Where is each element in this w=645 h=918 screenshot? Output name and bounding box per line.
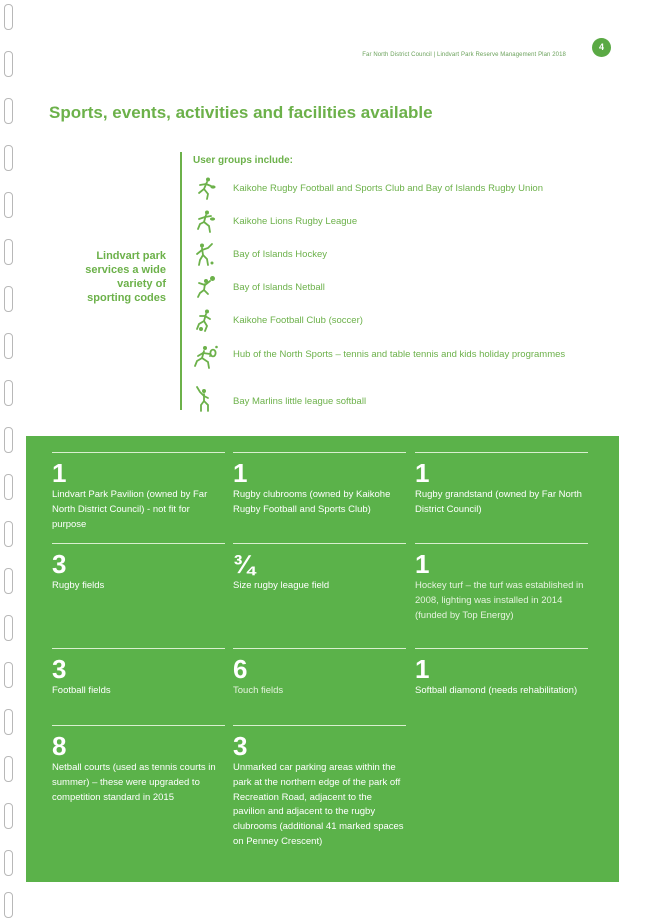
facility-description: Unmarked car parking areas within the park at the northern edge of the park off Recreation Road, adjacent to the pavilion and adjacent to the rugby clubrooms (additional 41 marked spaces on Penney Crescent)	[233, 762, 404, 847]
facility-count: 6	[233, 654, 248, 684]
side-callout-line: sporting codes	[87, 292, 166, 304]
user-group-label: Bay Marlins little league softball	[233, 396, 367, 407]
binding-ring	[4, 333, 13, 359]
netball-icon	[193, 275, 217, 299]
binding-ring	[4, 4, 13, 30]
facility-count: 1	[415, 549, 430, 579]
user-groups-heading: User groups include:	[193, 155, 294, 166]
user-group-label: Kaikohe Lions Rugby League	[233, 216, 358, 227]
facility-count: 1	[415, 654, 430, 684]
facility-cell	[233, 725, 406, 850]
facility-cell	[52, 543, 225, 594]
binding-ring	[4, 51, 13, 77]
hockey-icon	[193, 242, 217, 266]
facility-cell	[415, 452, 588, 518]
user-group-item	[193, 242, 593, 268]
user-group-item	[193, 308, 593, 334]
binding-ring	[4, 192, 13, 218]
facility-cell	[52, 725, 225, 805]
facility-count: ¾	[233, 549, 255, 579]
side-callout-line: services a wide	[85, 264, 166, 276]
binding-ring	[4, 521, 13, 547]
side-callout-line: variety of	[117, 278, 166, 290]
facility-cell	[233, 452, 406, 518]
user-group-label: Kaikohe Rugby Football and Sports Club and Bay of Islands Rugby Union	[233, 183, 543, 194]
binding-ring	[4, 239, 13, 265]
facility-count: 8	[52, 731, 67, 761]
binding-ring	[4, 756, 13, 782]
soccer-icon	[193, 308, 217, 332]
user-group-item	[193, 386, 593, 412]
divider-line	[180, 152, 182, 410]
binding-ring	[4, 286, 13, 312]
facility-description: Size rugby league field	[233, 580, 330, 591]
facility-count: 3	[52, 654, 67, 684]
binding-ring	[4, 709, 13, 735]
facility-cell	[233, 543, 406, 594]
facility-description: Netball courts (used as tennis courts in summer) – these were upgraded to competition standard in 2015	[52, 762, 216, 803]
facility-description: Touch fields	[233, 685, 284, 696]
facility-cell	[52, 452, 225, 532]
side-callout-line: Lindvart park	[96, 250, 166, 262]
facility-count: 1	[415, 458, 430, 488]
facility-description: Hockey turf – the turf was established in 2008, lighting was installed in 2014 (funded by Top Energy)	[415, 580, 584, 621]
user-group-label: Bay of Islands Hockey	[233, 249, 327, 260]
user-group-item	[193, 209, 593, 235]
facilities-panel	[26, 436, 619, 882]
facility-description: Rugby fields	[52, 580, 105, 591]
user-group-label: Kaikohe Football Club (soccer)	[233, 315, 363, 326]
spiral-binding	[0, 0, 22, 913]
binding-ring	[4, 615, 13, 641]
user-group-item	[193, 176, 593, 202]
facility-count: 3	[52, 549, 67, 579]
softball-icon	[193, 386, 217, 412]
rugby-icon	[193, 176, 217, 200]
facility-cell	[52, 648, 225, 699]
binding-ring	[4, 662, 13, 688]
facility-description: Lindvart Park Pavilion (owned by Far North District Council) - not fit for purpose	[52, 489, 208, 530]
user-group-item	[193, 275, 593, 301]
side-callout	[58, 249, 166, 305]
page-number-badge: 4	[592, 38, 611, 57]
page-title: Sports, events, activities and facilities available	[49, 103, 433, 122]
facility-count: 1	[233, 458, 248, 488]
facility-description: Rugby grandstand (owned by Far North District Council)	[415, 489, 582, 515]
facility-description: Football fields	[52, 685, 111, 696]
binding-ring	[4, 98, 13, 124]
tennis-icon	[193, 344, 219, 370]
running-header: Far North District Council | Lindvart Park Reserve Management Plan 2018	[362, 52, 566, 58]
binding-ring	[4, 803, 13, 829]
facility-count: 3	[233, 731, 248, 761]
binding-ring	[4, 850, 13, 876]
binding-ring	[4, 427, 13, 453]
rugby-league-icon	[193, 209, 217, 233]
binding-ring	[4, 474, 13, 500]
facility-cell	[415, 543, 588, 623]
facility-description: Softball diamond (needs rehabilitation)	[415, 685, 578, 696]
user-group-label: Bay of Islands Netball	[233, 282, 325, 293]
binding-ring	[4, 568, 13, 594]
facility-cell	[233, 648, 406, 699]
binding-ring	[4, 892, 13, 918]
binding-ring	[4, 145, 13, 171]
facility-description: Rugby clubrooms (owned by Kaikohe Rugby Football and Sports Club)	[233, 489, 391, 515]
user-group-label: Hub of the North Sports – tennis and table tennis and kids holiday programmes	[233, 349, 566, 360]
user-group-item	[193, 344, 593, 370]
binding-ring	[4, 380, 13, 406]
facility-cell	[415, 648, 588, 699]
facility-count: 1	[52, 458, 67, 488]
